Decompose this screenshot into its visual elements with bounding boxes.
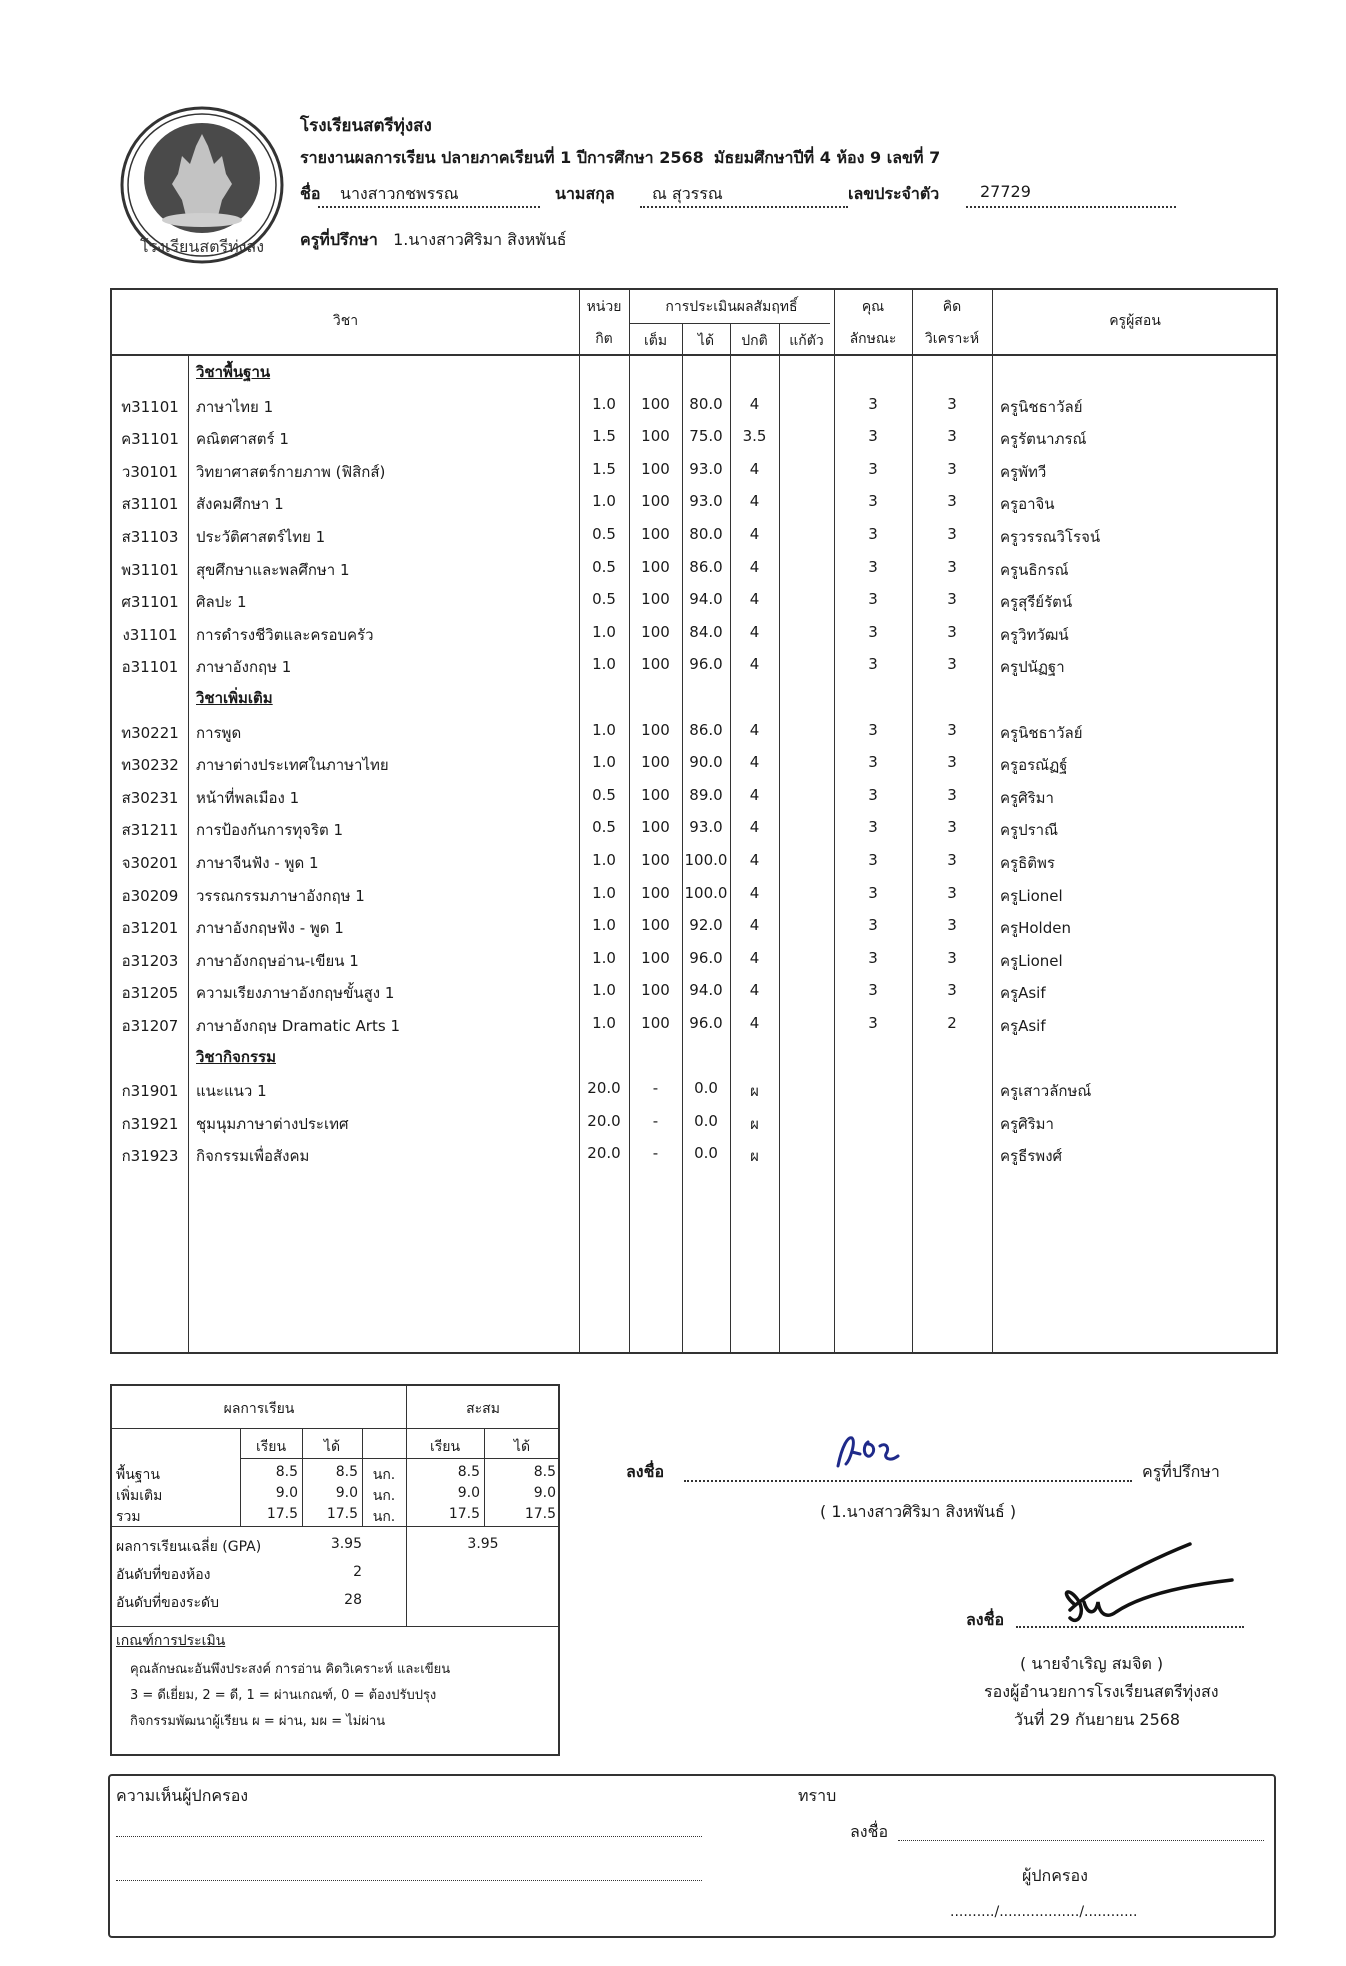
- cell-teacher: ครูศิริมา: [1000, 1114, 1054, 1133]
- cell-normal: 4: [749, 818, 760, 837]
- cell-trait: 3: [868, 557, 878, 576]
- cell-teacher: ครูLionel: [1000, 951, 1063, 970]
- cell-name: การพูด: [196, 723, 242, 742]
- cell-credit: 20.0: [587, 1079, 621, 1098]
- cell-name: ภาษาต่างประเทศในภาษาไทย: [196, 756, 389, 775]
- cell-credit: 1.0: [592, 622, 616, 641]
- cell-teacher: ครูนิชธาวัลย์: [1000, 397, 1083, 416]
- cell-teacher: ครูสุรีย์รัตน์: [1000, 593, 1073, 612]
- cell-code: ง31101: [122, 625, 178, 644]
- cell-normal: 4: [749, 1014, 760, 1032]
- cell-full: 100: [641, 851, 670, 869]
- cell-teacher: ครูวิทวัฒน์: [1000, 625, 1069, 644]
- cell-normal: 4: [749, 981, 760, 1000]
- cell-code: ส31101: [121, 495, 179, 514]
- criteria-title: เกณฑ์การประเมิน: [116, 1633, 226, 1649]
- summary-study: 9.0: [275, 1485, 298, 1501]
- cell-full: 100: [641, 492, 670, 511]
- cell-teacher: ครูธิติพร: [1000, 854, 1055, 872]
- divider: [992, 290, 993, 1352]
- divider: [779, 323, 780, 1352]
- cell-trait: 3: [868, 525, 878, 543]
- cell-teacher: ครูพัทวี: [1000, 462, 1047, 481]
- surname-value: ณ สุวรรณ: [640, 182, 848, 208]
- cell-teacher: ครูนิชธาวัลย์: [1000, 723, 1083, 742]
- report-title: รายงานผลการเรียน ปลายภาคเรียนที่ 1 ปีการศึกษา 2568: [300, 148, 704, 167]
- cell-trait: 3: [868, 818, 878, 837]
- school-emblem-icon: [118, 104, 286, 266]
- cell-credit: 1.0: [592, 655, 616, 674]
- cell-full: 100: [641, 981, 670, 1000]
- cell-normal: 4: [749, 492, 760, 511]
- cell-name: สังคมศึกษา 1: [196, 495, 284, 514]
- cell-normal: 4: [749, 557, 760, 576]
- advisor-name: ( 1.นางสาวศิริมา สิงหพันธ์ ): [820, 1502, 1017, 1521]
- summary-acc_got: 17.5: [524, 1506, 556, 1522]
- col-got: ได้: [323, 1439, 341, 1455]
- cell-got: 75.0: [689, 427, 723, 446]
- section-title: วิชาเพิ่มเติม: [196, 689, 273, 707]
- cell-credit: 1.0: [592, 981, 616, 1000]
- cell-normal: 4: [749, 655, 760, 674]
- cell-teacher: ครูเสาวลักษณ์: [1000, 1082, 1092, 1101]
- gpa-label: ผลการเรียนเฉลี่ย (GPA): [116, 1539, 262, 1555]
- cell-think: 3: [947, 818, 957, 837]
- comment-line-2[interactable]: [116, 1874, 702, 1881]
- school-name: โรงเรียนสตรีทุ่งสง: [300, 116, 432, 136]
- cell-got: 0.0: [694, 1079, 718, 1098]
- cell-name: ประวัติศาสตร์ไทย 1: [196, 528, 326, 546]
- advisor-sign-label: ลงชื่อ: [626, 1462, 665, 1481]
- cell-credit: 0.5: [592, 590, 616, 609]
- cell-teacher: ครูอาจิน: [1000, 495, 1055, 514]
- cell-teacher: ครูธีรพงศ์: [1000, 1147, 1063, 1166]
- cell-code: จ30201: [121, 854, 179, 872]
- cell-code: ก31921: [121, 1114, 179, 1133]
- cell-normal: 4: [749, 948, 760, 967]
- divider: [629, 323, 830, 324]
- ack-label: ทราบ: [798, 1786, 837, 1805]
- cell-think: 3: [947, 720, 957, 739]
- criteria-line: คุณลักษณะอันพึงประสงค์ การอ่าน คิดวิเคราะห์ และเขียน: [130, 1662, 451, 1677]
- cell-credit: 1.0: [592, 720, 616, 739]
- cell-teacher: ครูHolden: [1000, 919, 1071, 938]
- accum-title: สะสม: [466, 1401, 500, 1417]
- cell-think: 3: [947, 981, 957, 1000]
- cell-think: 3: [947, 492, 957, 511]
- summary-study: 17.5: [266, 1506, 298, 1522]
- handwritten-signature-icon: [828, 1432, 918, 1472]
- cell-code: อ31101: [121, 658, 179, 677]
- cell-trait: 3: [868, 590, 878, 609]
- cell-trait: 3: [868, 492, 878, 511]
- cell-got: 80.0: [689, 525, 723, 543]
- cell-think: 3: [947, 785, 957, 804]
- director-sign-label: ลงชื่อ: [966, 1610, 1005, 1629]
- gpa-accum: 3.95: [467, 1536, 499, 1552]
- col-think-bottom: วิเคราะห์: [924, 331, 980, 347]
- cell-code: ก31901: [121, 1082, 179, 1101]
- cell-got: 94.0: [689, 590, 723, 609]
- cell-teacher: ครูวรรณวิโรจน์: [1000, 528, 1101, 546]
- cell-trait: 3: [868, 948, 878, 967]
- cell-code: อ31207: [121, 1017, 179, 1035]
- id-label: เลขประจำตัว: [848, 184, 940, 203]
- cell-normal: 4: [749, 916, 760, 935]
- report-date: วันที่ 29 กันยายน 2568: [1014, 1710, 1181, 1729]
- col-credit-bottom: กิต: [595, 331, 613, 347]
- cell-normal: ผ: [750, 1114, 759, 1133]
- cell-code: ว30101: [121, 462, 179, 481]
- cell-full: 100: [641, 525, 670, 543]
- cell-think: 3: [947, 557, 957, 576]
- cell-normal: 4: [749, 883, 760, 902]
- cell-got: 92.0: [689, 916, 723, 935]
- cell-name: ภาษาอังกฤษ 1: [196, 658, 292, 677]
- cell-got: 93.0: [689, 492, 723, 511]
- cell-code: ท30232: [121, 756, 179, 775]
- divider: [188, 356, 189, 1352]
- summary-acc_got: 8.5: [533, 1464, 556, 1480]
- cell-credit: 1.0: [592, 753, 616, 772]
- grades-table: [110, 288, 1278, 1354]
- parent-comment-label: ความเห็นผู้ปกครอง: [116, 1786, 249, 1805]
- cell-full: -: [652, 1079, 659, 1098]
- section-title: วิชาพื้นฐาน: [196, 363, 271, 381]
- cell-normal: 4: [749, 459, 760, 478]
- cell-think: 3: [947, 655, 957, 674]
- class-info: มัธยมศึกษาปีที่ 4 ห้อง 9 เลขที่ 7: [713, 148, 941, 167]
- level-rank-label: อันดับที่ของระดับ: [116, 1595, 220, 1611]
- cell-credit: 1.0: [592, 851, 616, 869]
- surname-label: นามสกุล: [555, 184, 615, 203]
- cell-credit: 1.0: [592, 948, 616, 967]
- cell-code: ท31101: [121, 397, 179, 416]
- cell-full: 100: [641, 557, 670, 576]
- cell-full: -: [652, 1111, 659, 1130]
- summary-unit: นก.: [372, 1467, 396, 1483]
- cell-got: 100.0: [684, 883, 728, 902]
- cell-trait: 3: [868, 1014, 878, 1032]
- cell-name: กิจกรรมเพื่อสังคม: [196, 1147, 310, 1166]
- criteria-line: 3 = ดีเยี่ยม, 2 = ดี, 1 = ผ่านเกณฑ์, 0 = ต้องปรับปรุง: [130, 1688, 437, 1703]
- cell-think: 3: [947, 883, 957, 902]
- cell-name: หน้าที่พลเมือง 1: [196, 788, 300, 807]
- cell-code: ศ31101: [121, 593, 179, 612]
- cell-think: 3: [947, 851, 957, 869]
- summary-acc_study: 17.5: [448, 1506, 480, 1522]
- cell-full: 100: [641, 459, 670, 478]
- col-teacher: ครูผู้สอน: [1109, 313, 1161, 329]
- cell-name: ภาษาไทย 1: [196, 397, 274, 416]
- summary-unit: นก.: [372, 1488, 396, 1504]
- gpa-value: 3.95: [330, 1536, 362, 1552]
- cell-name: ชุมนุมภาษาต่างประเทศ: [196, 1114, 349, 1133]
- cell-got: 96.0: [689, 1014, 723, 1032]
- class-rank-value: 2: [353, 1564, 362, 1580]
- divider: [112, 354, 1276, 356]
- director-role: รองผู้อำนวยการโรงเรียนสตรีทุ่งสง: [984, 1682, 1219, 1701]
- summary-got: 8.5: [335, 1464, 358, 1480]
- cell-code: ก31923: [121, 1147, 179, 1166]
- cell-think: 3: [947, 622, 957, 641]
- cell-trait: 3: [868, 785, 878, 804]
- cell-full: 100: [641, 916, 670, 935]
- cell-name: แนะแนว 1: [196, 1082, 267, 1101]
- cell-full: 100: [641, 427, 670, 446]
- divider: [112, 1428, 558, 1429]
- director-sign-line: [1016, 1614, 1244, 1628]
- cell-name: คณิตศาสตร์ 1: [196, 430, 289, 449]
- cell-think: 3: [947, 753, 957, 772]
- cell-got: 86.0: [689, 557, 723, 576]
- cell-trait: 3: [868, 622, 878, 641]
- summary-got: 9.0: [335, 1485, 358, 1501]
- cell-trait: 3: [868, 753, 878, 772]
- cell-full: 100: [641, 818, 670, 837]
- cell-think: 3: [947, 394, 957, 413]
- cell-name: การดำรงชีวิตและครอบครัว: [196, 625, 374, 644]
- cell-code: พ31101: [121, 560, 179, 579]
- cell-think: 3: [947, 427, 957, 446]
- cell-got: 96.0: [689, 948, 723, 967]
- cell-name: ภาษาอังกฤษ Dramatic Arts 1: [196, 1017, 400, 1035]
- col-trait-bottom: ลักษณะ: [849, 331, 897, 347]
- cell-code: ส31211: [121, 821, 179, 840]
- col-acc-got: ได้: [513, 1439, 531, 1455]
- cell-think: 3: [947, 590, 957, 609]
- summary-acc_study: 8.5: [457, 1464, 480, 1480]
- col-acc-study: เรียน: [429, 1439, 461, 1455]
- cell-got: 89.0: [689, 785, 723, 804]
- cell-credit: 1.5: [592, 459, 616, 478]
- cell-got: 90.0: [689, 753, 723, 772]
- cell-normal: ผ: [750, 1082, 759, 1101]
- cell-code: อ31203: [121, 951, 179, 970]
- cell-teacher: ครูAsif: [1000, 984, 1046, 1003]
- cell-credit: 0.5: [592, 818, 616, 837]
- col-credit-top: หน่วย: [586, 299, 622, 315]
- col-subject: วิชา: [332, 313, 359, 329]
- col-retake: แก้ตัว: [789, 333, 824, 349]
- cell-full: 100: [641, 948, 670, 967]
- cell-credit: 1.0: [592, 916, 616, 935]
- cell-think: 3: [947, 459, 957, 478]
- cell-code: ท30221: [121, 723, 179, 742]
- cell-name: ภาษาอังกฤษฟัง - พูด 1: [196, 919, 344, 938]
- col-got: ได้: [697, 333, 715, 349]
- cell-full: -: [652, 1144, 659, 1163]
- comment-line-1[interactable]: [116, 1830, 702, 1837]
- cell-code: อ30209: [121, 886, 179, 905]
- cell-normal: 4: [749, 394, 760, 413]
- cell-got: 86.0: [689, 720, 723, 739]
- cell-got: 80.0: [689, 394, 723, 413]
- cell-teacher: ครูอรณัฏฐ์: [1000, 756, 1068, 775]
- summary-study: 8.5: [275, 1464, 298, 1480]
- cell-normal: 4: [749, 622, 760, 641]
- cell-name: วรรณกรรมภาษาอังกฤษ 1: [196, 886, 365, 905]
- summary-label: เพิ่มเติม: [116, 1488, 163, 1504]
- cell-credit: 1.5: [592, 427, 616, 446]
- cell-full: 100: [641, 785, 670, 804]
- student-id: 27729: [966, 182, 1176, 208]
- divider: [240, 1458, 558, 1459]
- cell-trait: 3: [868, 427, 878, 446]
- cell-credit: 0.5: [592, 557, 616, 576]
- cell-credit: 1.0: [592, 883, 616, 902]
- summary-unit: นก.: [372, 1509, 396, 1525]
- summary-label: รวม: [116, 1509, 141, 1525]
- cell-normal: 4: [749, 720, 760, 739]
- cell-normal: 4: [749, 785, 760, 804]
- cell-got: 84.0: [689, 622, 723, 641]
- cell-trait: 3: [868, 916, 878, 935]
- parent-role: ผู้ปกครอง: [1022, 1866, 1088, 1885]
- parent-date[interactable]: ........../................../............: [950, 1904, 1138, 1920]
- cell-trait: 3: [868, 851, 878, 869]
- cell-full: 100: [641, 753, 670, 772]
- advisor-value: 1.นางสาวศิริมา สิงหพันธ์: [393, 230, 567, 249]
- cell-trait: 3: [868, 459, 878, 478]
- cell-credit: 0.5: [592, 525, 616, 543]
- name-label: ชื่อ: [300, 184, 321, 203]
- divider: [112, 1626, 558, 1627]
- cell-name: ความเรียงภาษาอังกฤษขั้นสูง 1: [196, 984, 395, 1003]
- name-value: นางสาวกชพรรณ: [318, 182, 540, 208]
- summary-acc_got: 9.0: [533, 1485, 556, 1501]
- cell-teacher: ครูรัตนาภรณ์: [1000, 430, 1087, 449]
- advisor-row: [300, 228, 567, 253]
- cell-credit: 1.0: [592, 1014, 616, 1032]
- cell-got: 94.0: [689, 981, 723, 1000]
- cell-trait: 3: [868, 981, 878, 1000]
- summary-table: [110, 1384, 560, 1756]
- cell-full: 100: [641, 590, 670, 609]
- cell-full: 100: [641, 655, 670, 674]
- cell-teacher: ครูนธิกรณ์: [1000, 560, 1069, 579]
- col-normal: ปกติ: [741, 333, 768, 349]
- parent-comment-box: [108, 1774, 1276, 1938]
- cell-normal: 3.5: [742, 427, 767, 446]
- cell-got: 96.0: [689, 655, 723, 674]
- cell-full: 100: [641, 622, 670, 641]
- cell-name: การป้องกันการทุจริต 1: [196, 821, 344, 840]
- summary-label: พื้นฐาน: [116, 1467, 160, 1483]
- cell-teacher: ครูLionel: [1000, 886, 1063, 905]
- cell-name: ศิลปะ 1: [196, 593, 247, 612]
- cell-credit: 0.5: [592, 785, 616, 804]
- school-logo: [118, 104, 286, 266]
- cell-think: 3: [947, 916, 957, 935]
- cell-got: 0.0: [694, 1144, 718, 1163]
- cell-think: 3: [947, 525, 957, 543]
- parent-sign-label: ลงชื่อ: [850, 1822, 889, 1841]
- cell-name: ภาษาจีนฟัง - พูด 1: [196, 854, 319, 872]
- cell-code: ค31101: [121, 430, 179, 449]
- advisor-role: ครูที่ปรึกษา: [1142, 1462, 1220, 1481]
- cell-name: สุขศึกษาและพลศึกษา 1: [196, 560, 350, 579]
- cell-got: 93.0: [689, 818, 723, 837]
- report-title-row: [300, 146, 940, 171]
- criteria-line: กิจกรรมพัฒนาผู้เรียน ผ = ผ่าน, มผ = ไม่ผ่าน: [130, 1714, 386, 1729]
- svg-text:โรงเรียนสตรีทุ่งสง: โรงเรียนสตรีทุ่งสง: [139, 237, 265, 256]
- advisor-label: ครูที่ปรึกษา: [300, 230, 378, 249]
- cell-got: 93.0: [689, 459, 723, 478]
- col-trait-top: คุณ: [861, 299, 885, 315]
- cell-full: 100: [641, 394, 670, 413]
- cell-full: 100: [641, 720, 670, 739]
- cell-code: อ31201: [121, 919, 179, 938]
- class-rank-label: อันดับที่ของห้อง: [116, 1567, 211, 1583]
- director-name: ( นายจำเริญ สมจิต ): [1020, 1654, 1164, 1673]
- cell-code: ส30231: [121, 788, 179, 807]
- col-study: เรียน: [255, 1439, 287, 1455]
- cell-credit: 1.0: [592, 394, 616, 413]
- col-assessment: การประเมินผลสัมฤทธิ์: [665, 299, 798, 315]
- level-rank-value: 28: [344, 1592, 362, 1608]
- cell-trait: 3: [868, 883, 878, 902]
- cell-normal: 4: [749, 753, 760, 772]
- cell-got: 100.0: [684, 851, 728, 869]
- cell-credit: 1.0: [592, 492, 616, 511]
- cell-full: 100: [641, 1014, 670, 1032]
- advisor-signature: [828, 1432, 918, 1476]
- cell-normal: 4: [749, 525, 760, 543]
- summary-got: 17.5: [326, 1506, 358, 1522]
- cell-name: วิทยาศาสตร์กายภาพ (ฟิสิกส์): [196, 462, 386, 481]
- cell-trait: 3: [868, 394, 878, 413]
- section-title: วิชากิจกรรม: [196, 1047, 276, 1066]
- cell-normal: ผ: [750, 1147, 759, 1166]
- summary-acc_study: 9.0: [457, 1485, 480, 1501]
- cell-teacher: ครูศิริมา: [1000, 788, 1054, 807]
- result-title: ผลการเรียน: [223, 1401, 295, 1417]
- cell-got: 0.0: [694, 1111, 718, 1130]
- col-think-top: คิด: [942, 299, 962, 315]
- cell-code: อ31205: [121, 984, 179, 1003]
- cell-credit: 20.0: [587, 1111, 621, 1130]
- cell-teacher: ครูปราณี: [1000, 821, 1059, 840]
- cell-trait: 3: [868, 655, 878, 674]
- cell-teacher: ครูปนัฏฐา: [1000, 658, 1065, 677]
- col-full: เต็ม: [643, 333, 668, 349]
- cell-trait: 3: [868, 720, 878, 739]
- cell-name: ภาษาอังกฤษอ่าน-เขียน 1: [196, 951, 359, 970]
- cell-code: ส31103: [121, 528, 179, 546]
- cell-normal: 4: [749, 851, 760, 869]
- cell-teacher: ครูAsif: [1000, 1017, 1046, 1035]
- cell-full: 100: [641, 883, 670, 902]
- cell-think: 3: [947, 948, 957, 967]
- parent-sign-line[interactable]: [898, 1834, 1264, 1841]
- cell-normal: 4: [749, 590, 760, 609]
- cell-credit: 20.0: [587, 1144, 621, 1163]
- cell-think: 2: [947, 1014, 957, 1032]
